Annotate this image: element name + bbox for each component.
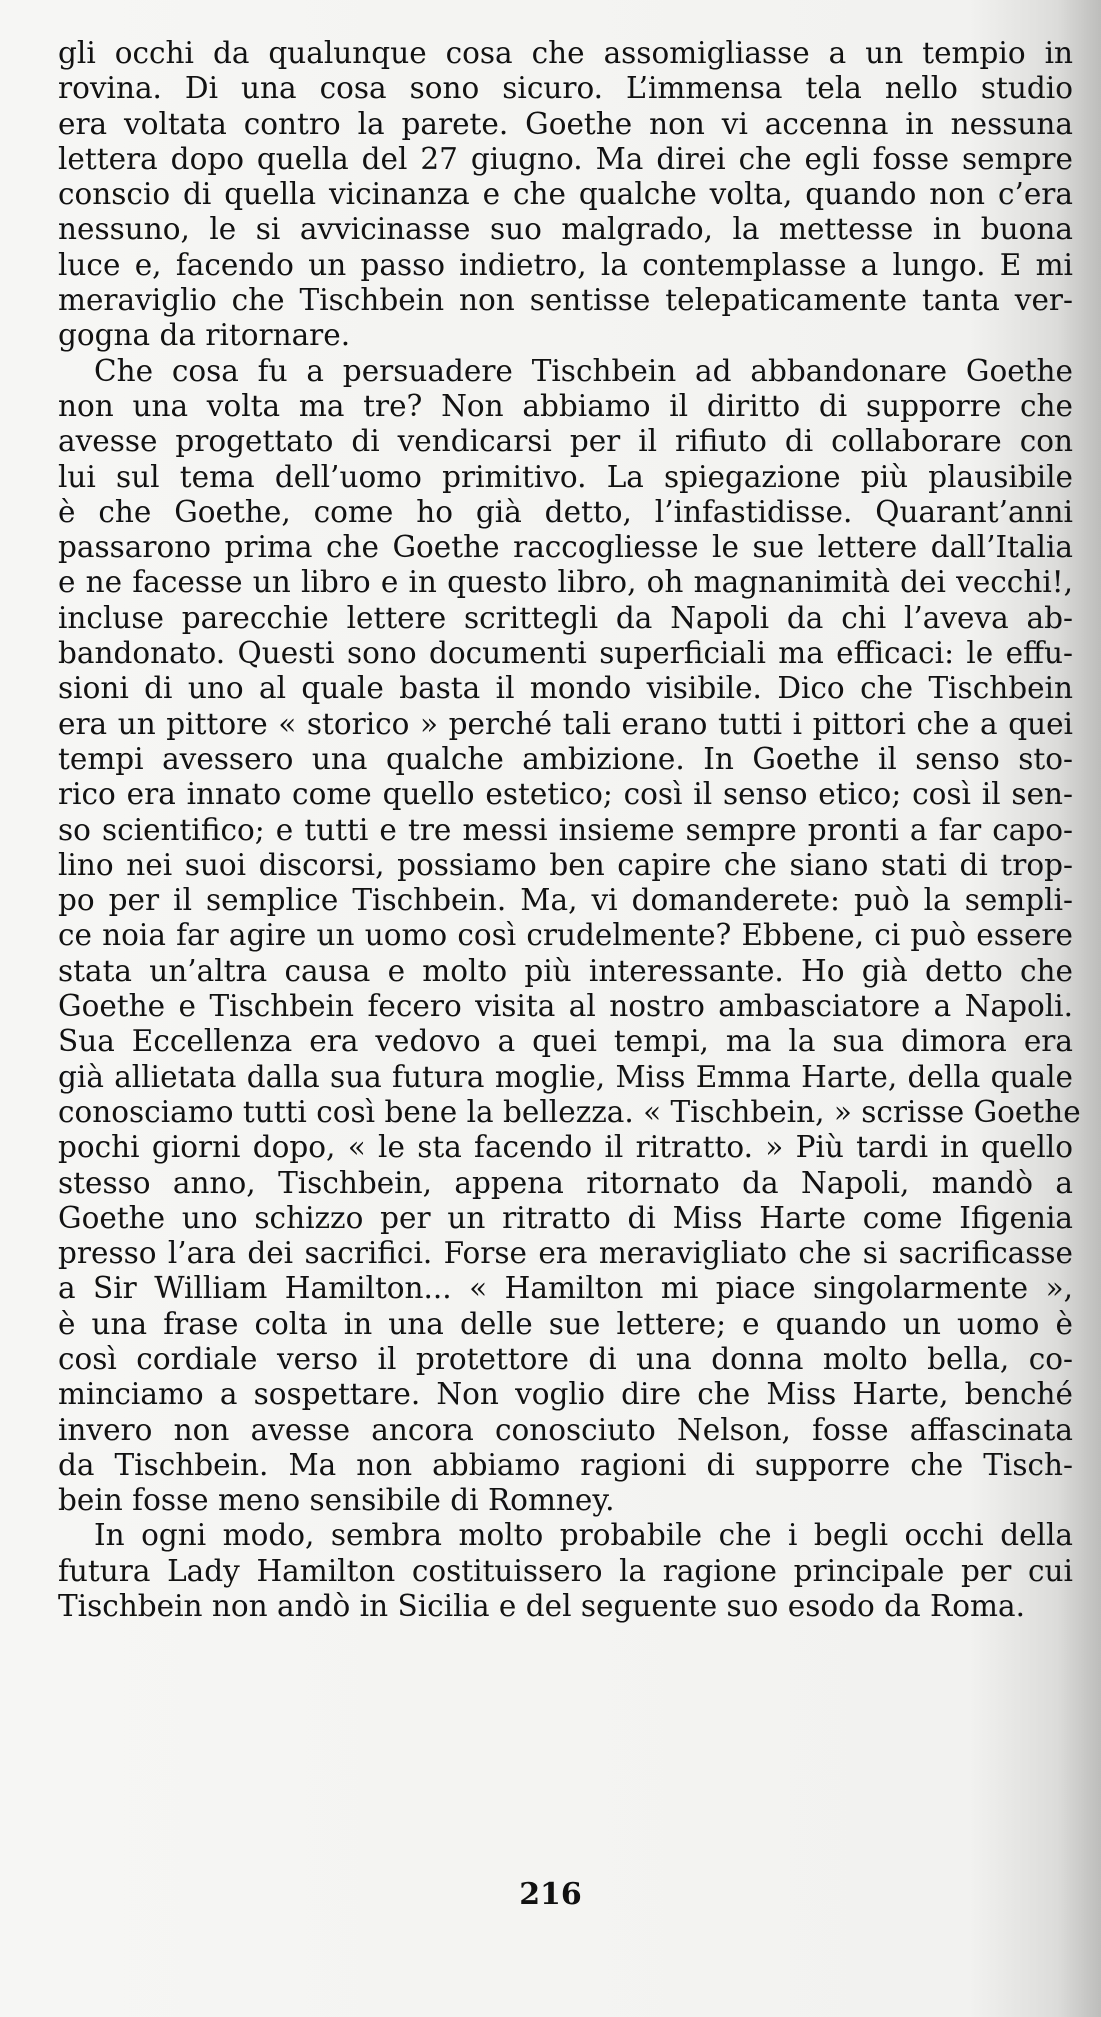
text-line: a Sir William Hamilton... « Hamilton mi piace singolarmente », [58,1271,1073,1306]
paragraph [58,36,1073,354]
text-line: presso l’ara dei sacrifici. Forse era meravigliato che si sacrificasse [58,1236,1073,1271]
text-line: gogna da ritornare. [58,318,351,353]
text-line: meraviglio che Tischbein non sentisse telepaticamente tanta ver- [58,283,1073,318]
text-line: pochi giorni dopo, « le sta facendo il ritratto. » Più tardi in quello [58,1130,1073,1165]
text-line: futura Lady Hamilton costituissero la ragione principale per cui [58,1553,1073,1588]
text-line: so scientifico; e tutti e tre messi insieme sempre pronti a far capo- [58,812,1073,847]
text-line: tempi avessero una qualche ambizione. In Goethe il senso sto- [58,741,1073,776]
text-line: In ogni modo, sembra molto probabile che i begli occhi della [94,1518,1073,1553]
text-line: gli occhi da qualunque cosa che assomigliasse a un tempio in [58,36,1073,70]
text-line: è una frase colta in una delle sue lettere; e quando un uomo è [58,1306,1073,1341]
text-line: po per il semplice Tischbein. Ma, vi domanderete: può la sempli- [58,883,1073,918]
text-line: nessuno, le si avvicinasse suo malgrado, la mettesse in buona [58,212,1073,247]
text-line: lino nei suoi discorsi, possiamo ben capire che siano stati di trop- [58,847,1073,882]
text-line: non una volta ma tre? Non abbiamo il diritto di supporre che [58,388,1073,423]
text-line: ce noia far agire un uomo così crudelmente? Ebbene, ci può essere [58,918,1073,953]
text-line: lettera dopo quella del 27 giugno. Ma direi che egli fosse sempre [58,141,1073,176]
text-line: e ne facesse un libro e in questo libro, oh magnanimità dei vecchi!, [58,565,1073,600]
text-line: da Tischbein. Ma non abbiamo ragioni di supporre che Tisch- [58,1447,1073,1482]
text-line: già allietata dalla sua futura moglie, Miss Emma Harte, della quale [58,1059,1073,1094]
paragraph [58,353,1081,1519]
text-line: è che Goethe, come ho già detto, l’infastidisse. Quarant’anni [58,494,1073,529]
text-line: bein fosse meno sensibile di Romney. [58,1483,615,1518]
text-line: passarono prima che Goethe raccogliesse le sue lettere dall’Italia [58,530,1073,565]
text-line: così cordiale verso il protettore di una donna molto bella, co- [58,1341,1073,1376]
text-line: stesso anno, Tischbein, appena ritornato da Napoli, mandò a [58,1165,1073,1200]
text-line: Tischbein non andò in Sicilia e del seguente suo esodo da Roma. [58,1589,1025,1624]
text-line: conosciamo tutti così bene la bellezza. « Tischbein, » scrisse Goethe [58,1094,1081,1129]
text-line: lui sul tema dell’uomo primitivo. La spiegazione più plausibile [58,459,1073,494]
text-line: stata un’altra causa e molto più interessante. Ho già detto che [58,953,1073,988]
text-line: era un pittore « storico » perché tali erano tutti i pittori che a quei [58,706,1073,741]
text-line: bandonato. Questi sono documenti superficiali ma efficaci: le effu- [58,636,1073,671]
text-line: minciamo a sospettare. Non voglio dire che Miss Harte, benché [58,1377,1073,1412]
text-line: Goethe e Tischbein fecero visita al nostro ambasciatore a Napoli. [58,989,1073,1024]
text-line: Che cosa fu a persuadere Tischbein ad abbandonare Goethe [94,353,1073,388]
text-line: Sua Eccellenza era vedovo a quei tempi, ma la sua dimora era [58,1024,1073,1059]
text-line: incluse parecchie lettere scrittegli da Napoli da chi l’aveva ab- [58,600,1073,635]
text-line: rico era innato come quello estetico; così il senso etico; così il sen- [58,777,1073,812]
body-text [58,36,1081,1624]
text-line: avesse progettato di vendicarsi per il rifiuto di collaborare con [58,424,1073,459]
text-line: era voltata contro la parete. Goethe non vi accenna in nessuna [58,106,1073,141]
text-line: sioni di uno al quale basta il mondo visibile. Dico che Tischbein [58,671,1073,706]
text-line: invero non avesse ancora conosciuto Nelson, fosse affascinata [58,1412,1073,1447]
paragraph [58,1518,1073,1624]
text-line: rovina. Di una cosa sono sicuro. L’immensa tela nello studio [58,71,1073,106]
page-number: 216 [519,1877,582,1912]
text-line: conscio di quella vicinanza e che qualche volta, quando non c’era [58,177,1073,212]
text-line: luce e, facendo un passo indietro, la contemplasse a lungo. E mi [58,247,1073,282]
text-line: Goethe uno schizzo per un ritratto di Miss Harte come Ifigenia [58,1200,1073,1235]
